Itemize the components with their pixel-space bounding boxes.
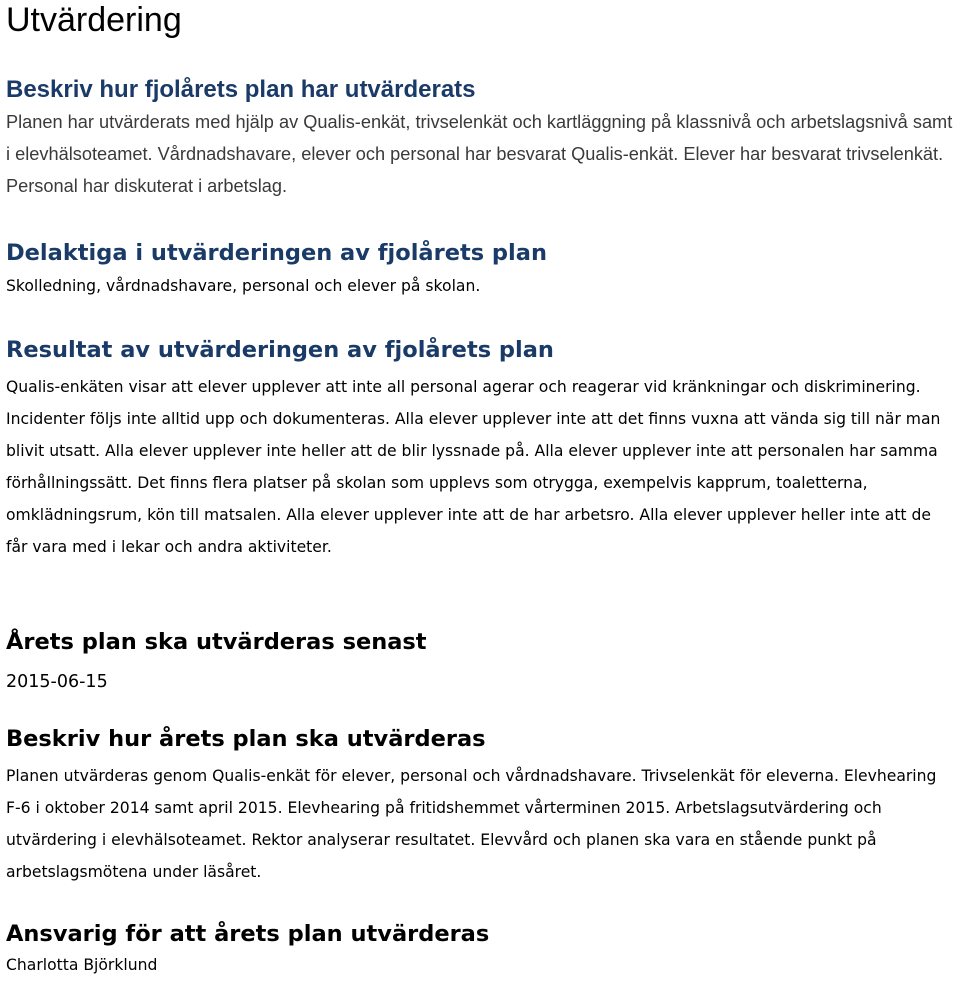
section-heading: Årets plan ska utvärderas senast [6,629,427,655]
evaluation-date: 2015-06-15 [6,672,108,692]
section-body: Qualis-enkäten visar att elever upplever att inte all personal agerar och reagerar vid kränkningar och diskriminering. Incidenter följs inte alltid upp och dokumenteras. Alla elever upplever inte att det finns vuxna att vända sig till när man blivit utsatt. Alla elever upplever inte heller att de blir lyssnade på. Alla elever upplever inte att personalen har samma förhållningssätt. Det finns flera platser på skolan som upplevs som otrygga, exempelvis kapprum, toaletterna, omklädningsrum, kön till matsalen. Alla elever upplever inte att de har arbetsro. Alla elever upplever heller inte att de får vara med i lekar och andra aktiviteter. [6,378,941,556]
section-body: Planen har utvärderats med hjälp av Qualis-enkät, trivselenkät och kartläggning på klassnivå och arbetslagsnivå samt i elevhälsoteamet. Vårdnadshavare, elever och personal har besvarat Qualis-enkät. Elever har besvarat trivselenkät. Personal har diskuterat i arbetslag. [6,112,953,196]
section-heading: Beskriv hur årets plan ska utvärderas [6,726,486,752]
section-heading: Delaktiga i utvärderingen av fjolårets plan [6,240,547,266]
section-utvarderas-senast [6,628,956,696]
page-title: Utvärdering [6,1,182,39]
section-body: Planen utvärderas genom Qualis-enkät för elever, personal och vårdnadshavare. Trivselenkät för eleverna. Elevhearing F-6 i oktober 2014 samt april 2015. Elevhearing på fritidshemmet vårterminen 2015. Arbetslagsutvärdering och utvärdering i elevhälsoteamet. Rektor analyserar resultatet. Elevvård och planen ska vara en stående punkt på arbetslagsmötena under läsåret. [6,767,937,881]
section-delaktiga [6,239,956,302]
section-heading: Beskriv hur fjolårets plan har utvärderats [6,76,476,103]
section-arets-utvardering [6,725,956,888]
section-heading: Ansvarig för att årets plan utvärderas [6,921,490,947]
section-resultat [6,336,956,563]
responsible-person: Charlotta Björklund [6,956,158,974]
section-ansvarig [6,920,956,981]
section-body: Skolledning, vårdnadshavare, personal och elever på skolan. [6,277,481,295]
section-fjolarets-utvardering [6,76,956,202]
section-heading: Resultat av utvärderingen av fjolårets plan [6,337,554,363]
